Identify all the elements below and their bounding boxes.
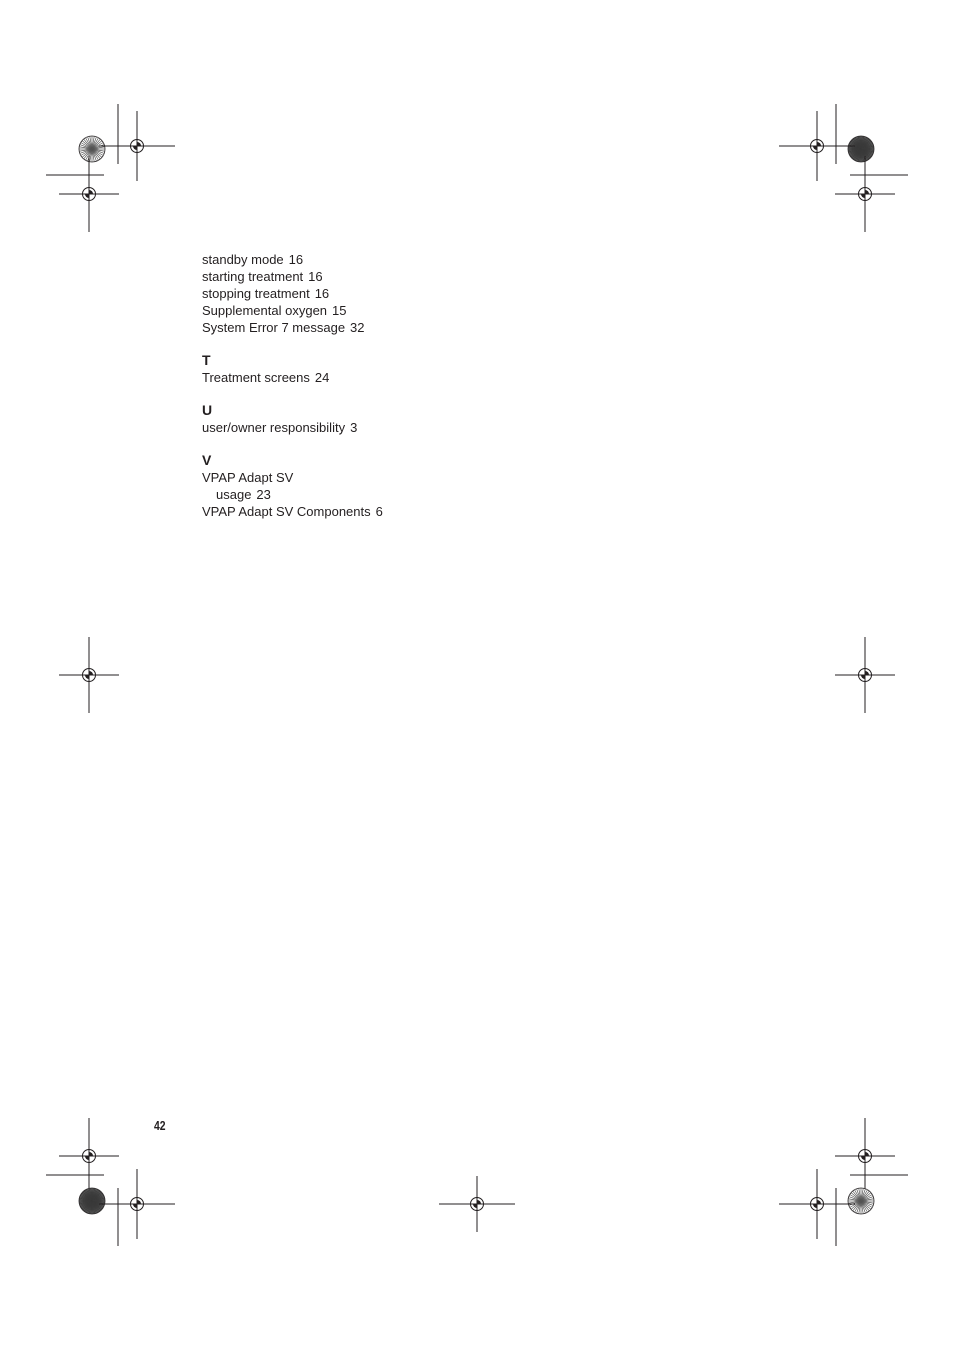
index-letter-heading: V — [202, 452, 212, 468]
index-subentry: usage 23 — [216, 487, 271, 502]
registration-mark-quadrant — [865, 190, 869, 194]
registration-mark-quadrant — [89, 671, 93, 675]
registration-mark-quadrant — [89, 1152, 93, 1156]
registration-mark-quadrant — [89, 190, 93, 194]
index-entry: standby mode 16 — [202, 252, 304, 267]
registration-mark-quadrant — [473, 1204, 477, 1208]
index-letter-heading: T — [202, 352, 211, 368]
registration-mark-quadrant — [865, 671, 869, 675]
registration-mark-quadrant — [137, 1200, 141, 1204]
index-group-s — [202, 251, 602, 336]
registration-mark-quadrant — [861, 675, 865, 679]
index-list — [202, 251, 602, 520]
registration-mark-quadrant — [133, 1204, 137, 1208]
index-entry: user/owner responsibility 3 — [202, 420, 358, 435]
registration-mark-quadrant — [813, 146, 817, 150]
registration-mark-quadrant — [477, 1200, 481, 1204]
index-group-v — [202, 451, 602, 520]
index-entry: VPAP Adapt SV Components 6 — [202, 504, 383, 519]
registration-mark-quadrant — [137, 142, 141, 146]
page-number: 42 — [154, 1118, 166, 1133]
registration-mark-quadrant — [865, 1152, 869, 1156]
index-group-t — [202, 351, 602, 386]
registration-mark-quadrant — [813, 1204, 817, 1208]
registration-mark-quadrant — [85, 1156, 89, 1160]
registration-mark-quadrant — [817, 1200, 821, 1204]
index-letter-heading: U — [202, 402, 213, 418]
registration-mark-quadrant — [85, 194, 89, 198]
registration-mark-quadrant — [861, 194, 865, 198]
registration-mark-quadrant — [817, 142, 821, 146]
index-entry: VPAP Adapt SV — [202, 470, 294, 485]
registration-mark-quadrant — [861, 1156, 865, 1160]
index-entry: Supplemental oxygen 15 — [202, 303, 347, 318]
index-entry: stopping treatment 16 — [202, 286, 330, 301]
index-group-u — [202, 401, 602, 436]
index-entry: Treatment screens 24 — [202, 370, 330, 385]
registration-mark-quadrant — [85, 675, 89, 679]
index-entry: starting treatment 16 — [202, 269, 323, 284]
registration-mark-quadrant — [133, 146, 137, 150]
index-entry: System Error 7 message 32 — [202, 320, 365, 335]
